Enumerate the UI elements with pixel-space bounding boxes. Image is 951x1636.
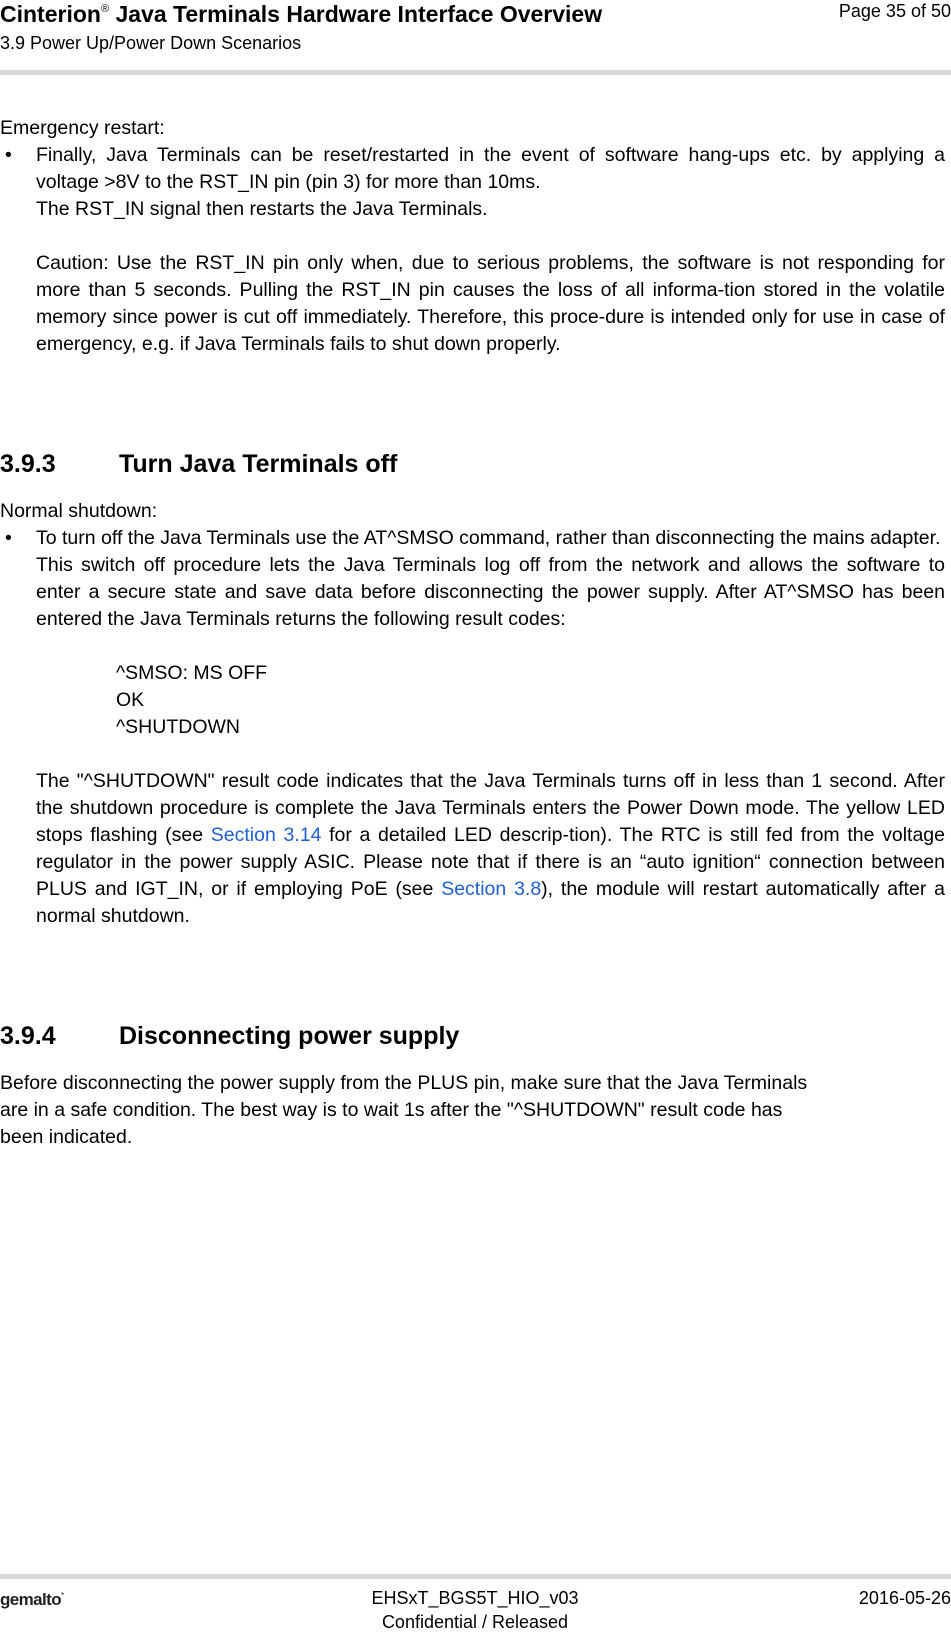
section-heading-3-9-3 [0,449,945,479]
shutdown-text-b: for a detailed LED descrip-tion). The RTC is still fed from the voltage regulator in the power supply ASIC. Please note that if there is an “auto ignition“ connection between PLUS and IGT_IN, or if employing PoE (see [36,824,945,900]
spacer [36,223,945,250]
result-code: ^SMSO: MS OFF [116,662,268,684]
section-number: 3.9.4 [0,1022,56,1050]
shutdown-text-a: The "^SHUTDOWN" result code indicates that the Java Terminals turns off in less than 1 second. After the shutdown procedure is complete the Java Terminals enters the Power Down mode. The yellow LED stops flashing (see [36,770,945,846]
spacer [0,479,945,498]
emergency-restart-label: Emergency restart: [0,117,165,139]
section-number: 3.9.3 [0,450,56,478]
document-title [0,1,602,28]
brand-name: Cinterion [0,1,101,27]
spacer [36,633,945,660]
logo-text: gemalto [0,1590,61,1609]
page-body [0,115,945,1151]
section-title: Disconnecting power supply [119,1022,460,1050]
spacer [0,930,945,1021]
shutdown-instruction: To turn off the Java Terminals use the AT^SMSO command, rather than disconnecting the mains adapter. [36,527,941,549]
gemalto-logo [0,1590,64,1610]
result-code: OK [116,689,145,711]
emergency-restart-text-2: The RST_IN signal then restarts the Java Terminals. [36,198,488,220]
section-heading-3-9-4 [0,1021,945,1051]
title-text: Java Terminals Hardware Interface Overview [109,1,603,27]
shutdown-description [36,768,945,930]
section-3-14-link[interactable]: Section 3.14 [210,824,322,846]
header-divider [0,70,951,75]
disconnect-paragraph [0,1070,945,1151]
spacer [36,741,945,768]
paragraph-line: are in a safe condition. The best way is to wait 1s after the "^SHUTDOWN" result code has [0,1099,783,1121]
paragraph-line: Before disconnecting the power supply from the PLUS pin, make sure that the Java Terminals [0,1072,808,1094]
logo-mark: * [60,1591,64,1600]
caution-paragraph: Caution: Use the RST_IN pin only when, due to serious problems, the software is not responding for more than 5 seconds. Pulling the RST_IN pin causes the loss of all informa-tion stored in the volatile memory since power is cut off immediately. Therefore, this proce-dure is intended only for use in case of emergency, e.g. if Java Terminals fails to shut down properly. [36,252,945,355]
shutdown-procedure: This switch off procedure lets the Java Terminals log off from the network and allows the software to enter a secure state and save data before disconnecting the power supply. After AT^SMSO has been entered the Java Terminals returns the following result codes: [36,554,945,630]
document-id: EHSxT_BGS5T_HIO_v03 [371,1588,579,1608]
section-title: Turn Java Terminals off [119,450,398,478]
result-codes [36,660,945,741]
spacer [0,1051,945,1070]
section-3-8-link[interactable]: Section 3.8 [441,878,542,900]
document-date: 2016-05-26 [858,1588,951,1608]
result-code: ^SHUTDOWN [116,716,240,738]
bullet-marker: • [5,527,12,549]
confidentiality-status: Confidential / Released [381,1612,569,1632]
paragraph-line: been indicated. [0,1126,133,1148]
chapter-subtitle: 3.9 Power Up/Power Down Scenarios [0,33,302,53]
emergency-restart-text: Finally, Java Terminals can be reset/restarted in the event of software hang-ups etc. by applying a voltage >8V to the RST_IN pin (pin 3) for more than 10ms. [36,144,945,193]
page-number: Page 35 of 50 [838,1,951,21]
footer-divider [0,1574,951,1579]
bullet-marker: • [5,144,12,166]
spacer [0,358,945,449]
registered-mark: ® [100,3,110,15]
normal-shutdown-label: Normal shutdown: [0,500,158,522]
emergency-restart-item [0,142,945,358]
normal-shutdown-item [0,525,945,930]
shutdown-text-c: ), the module will restart automatically after a normal shutdown. [36,878,945,927]
